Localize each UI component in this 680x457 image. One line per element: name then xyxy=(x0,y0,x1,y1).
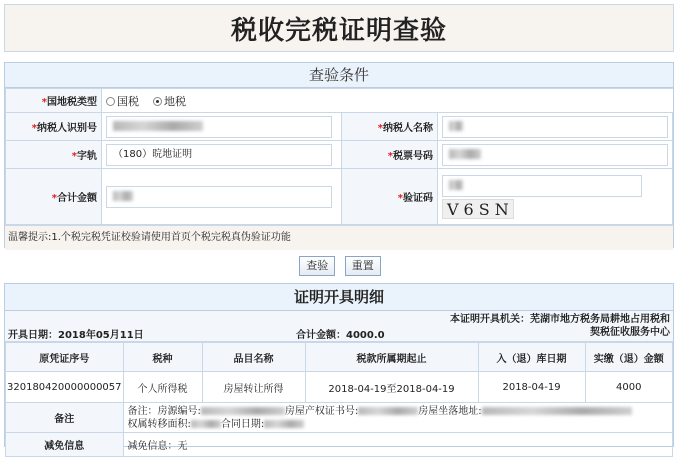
detail-table xyxy=(5,342,673,457)
query-header: 查验条件 xyxy=(5,63,673,88)
cell-date: 2018-04-19 xyxy=(478,372,585,403)
cell-serial: 320180420000000057 xyxy=(6,372,124,403)
detail-header: 证明开具明细 xyxy=(5,284,673,311)
table-header-row xyxy=(6,343,673,372)
check-button[interactable]: 查验 xyxy=(299,256,335,276)
action-bar xyxy=(0,256,680,276)
total-label: *合计金额 xyxy=(6,169,102,225)
query-form xyxy=(5,88,673,225)
captcha-input[interactable] xyxy=(442,175,642,197)
col-header: 实缴（退）金额 xyxy=(585,343,672,372)
reset-button[interactable]: 重置 xyxy=(345,256,381,276)
col-header: 税种 xyxy=(123,343,202,372)
taxpayer-name-input[interactable] xyxy=(442,116,668,138)
cell-period: 2018-04-19至2018-04-19 xyxy=(305,372,478,403)
col-header: 品目名称 xyxy=(202,343,305,372)
issuer: 本证明开具机关：芜湖市地方税务局耕地占用税和契税征收服务中心 xyxy=(450,314,670,338)
col-header: 原凭证序号 xyxy=(6,343,124,372)
total-amount: 合计金额：4000.0 xyxy=(296,330,385,341)
issue-date: 开具日期：2018年05月11日 xyxy=(8,330,144,341)
relief-row xyxy=(6,433,673,457)
cell-tax-type: 个人所得税 xyxy=(123,372,202,403)
cell-item: 房屋转让所得 xyxy=(202,372,305,403)
total-input[interactable] xyxy=(106,186,332,208)
relief-value: 减免信息：无 xyxy=(123,433,672,457)
col-header: 税款所属期起止 xyxy=(305,343,478,372)
radio-guoshui[interactable]: 国税 xyxy=(106,95,139,108)
query-panel xyxy=(4,62,674,248)
captcha-image[interactable]: V6SN xyxy=(442,199,514,219)
relief-label: 减免信息 xyxy=(6,433,124,457)
cell-amount: 4000 xyxy=(585,372,672,403)
tax-type-label: *国地税类型 xyxy=(6,89,102,113)
ticket-no-label: *税票号码 xyxy=(342,141,438,169)
remark-row xyxy=(6,403,673,433)
table-row xyxy=(6,372,673,403)
word-label: *字轨 xyxy=(6,141,102,169)
taxpayer-id-label: *纳税人识别号 xyxy=(6,113,102,141)
page-title: 税收完税证明查验 xyxy=(230,15,447,46)
taxpayer-name-label: *纳税人名称 xyxy=(342,113,438,141)
word-input[interactable]: （180）晥地证明 xyxy=(106,144,332,166)
remark-value: 备注：房源编号: 房屋产权证书号: 房屋坐落地址: 权属转移面积: 合同日期: xyxy=(123,403,672,433)
detail-meta xyxy=(5,311,673,342)
radio-dishui[interactable]: 地税 xyxy=(153,95,186,108)
col-header: 入（退）库日期 xyxy=(478,343,585,372)
detail-panel xyxy=(4,283,674,452)
ticket-no-input[interactable] xyxy=(442,144,668,166)
captcha-label: *验证码 xyxy=(342,169,438,225)
tip-text: 温馨提示:1.个税完税凭证校验请使用首页个税完税真伪验证功能 xyxy=(5,225,673,250)
taxpayer-id-input[interactable] xyxy=(106,116,332,138)
tax-type-options xyxy=(102,89,673,113)
remark-label: 备注 xyxy=(6,403,124,433)
title-banner xyxy=(4,4,674,52)
